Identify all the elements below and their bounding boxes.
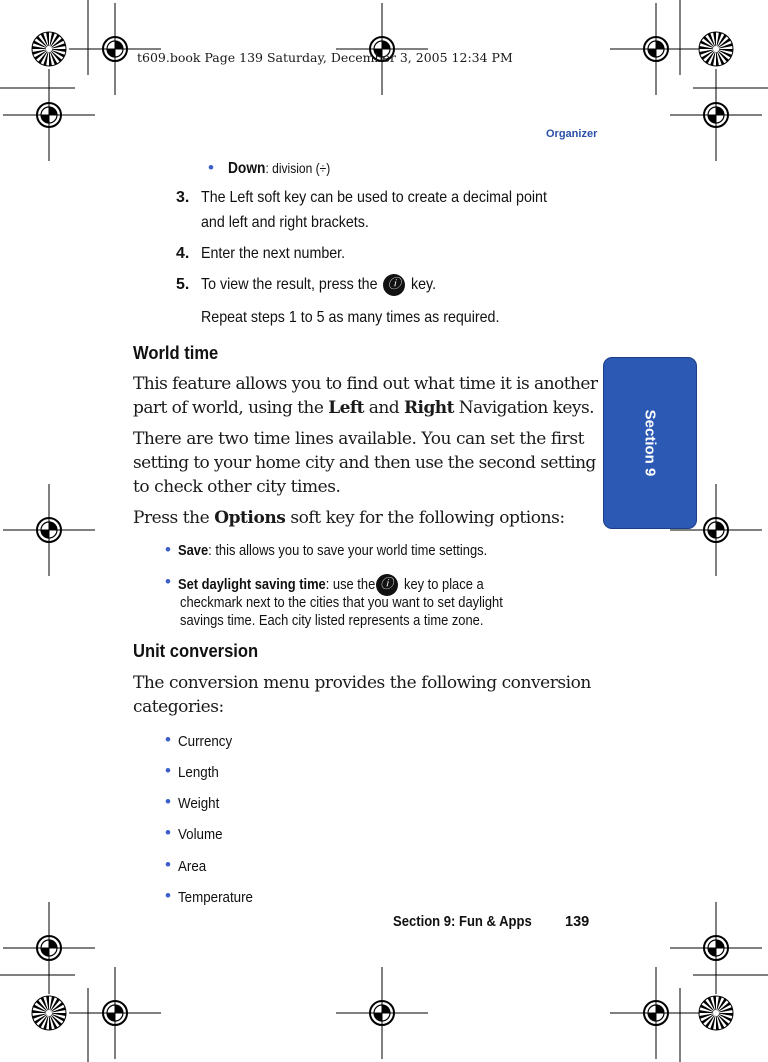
p3-a: Press the [133,508,215,528]
step-3-line-2: and left and right brackets. [201,214,369,231]
unit-conversion-intro-line1: The conversion menu provides the following conversion [133,673,591,693]
p1-line2-b: Navigation keys. [453,398,594,418]
list-item: Temperature [178,889,253,906]
list-item: Volume [178,826,223,843]
world-time-p2-line2: setting to your home city and then use the second setting [133,453,596,473]
footer-page-number: 139 [565,914,590,930]
ok-key-icon: ⓘ [383,274,405,296]
step-5-after: key. [411,276,437,294]
daylight-bullet-line1 [178,574,493,596]
bullet-icon: • [165,792,171,811]
repeat-text: Repeat steps 1 to 5 as many times as required. [201,309,500,326]
unit-conversion-heading: Unit conversion [133,641,259,661]
step-3-line-1: The Left soft key can be used to create a decimal point [201,189,547,206]
bullet-icon: • [165,823,171,842]
section-tab [603,357,697,529]
p1-line2-and: and [363,398,404,418]
registration-mark-icon [610,967,702,1059]
registration-mark-icon [670,902,762,994]
daylight-line2: checkmark next to the cities that you want to set daylight [180,595,503,611]
p3-b: soft key for the following options: [285,508,565,528]
save-bold: Save [178,543,209,559]
daylight-line3: savings time. Each city listed represents a time zone. [180,613,484,629]
world-time-p1-line1: This feature allows you to find out what time it is another [133,374,598,394]
chapter-label: Organizer [546,128,598,140]
unit-conversion-intro-line2: categories: [133,697,224,717]
bullet-icon: • [165,761,171,780]
down-bullet [228,160,330,178]
starburst-mark-icon [32,996,66,1030]
registration-mark-icon [69,3,161,95]
world-time-p2-line3: to check other city times. [133,477,341,497]
starburst-mark-icon [32,32,66,66]
down-bullet-bold: Down [228,160,266,177]
p1-line2-left: Left [328,398,364,418]
registration-mark-icon [69,967,161,1059]
world-time-p1-line2 [133,398,594,418]
starburst-mark-icon [699,32,733,66]
registration-mark-icon [3,484,95,576]
save-rest: : this allows you to save your world time settings. [208,543,488,559]
registration-mark-icon [610,3,702,95]
list-item: Length [178,764,219,781]
save-bullet [178,543,487,559]
step-5-number: 5. [176,276,190,293]
bullet-icon: • [165,540,171,559]
step-5-before: To view the result, press the [201,276,378,294]
registration-mark-icon [3,69,95,161]
step-4-text: Enter the next number. [201,245,346,262]
footer-section-label: Section 9: Fun & Apps [393,914,532,930]
bullet-icon: • [165,572,171,591]
down-bullet-text: : division (÷) [265,160,331,176]
world-time-p3 [133,508,565,528]
registration-mark-icon [670,69,762,161]
bullet-icon: • [165,886,171,905]
p1-line2-a: part of world, using the [133,398,329,418]
starburst-mark-icon [699,996,733,1030]
ok-key-icon: ⓘ [376,574,398,596]
bullet-icon: • [208,158,214,177]
list-item: Currency [178,733,233,750]
step-4-number: 4. [176,245,190,262]
world-time-heading: World time [133,343,219,363]
section-tab-label: Section 9 [641,409,659,477]
bullet-icon: • [165,730,171,749]
registration-mark-icon [3,902,95,994]
world-time-p2-line1: There are two time lines available. You can set the first [133,429,584,449]
registration-mark-icon [336,3,428,95]
daylight-bold: Set daylight saving time [178,576,326,593]
step-5-text [201,274,439,296]
list-item: Area [178,858,207,875]
registration-mark-icon [336,967,428,1059]
step-3-number: 3. [176,189,190,206]
p1-line2-right: Right [403,398,454,418]
book-stamp: t609.book Page 139 Saturday, December 3, 2005 12:34 PM [137,50,513,65]
p3-options: Options [214,508,286,528]
daylight-rest-a: : use the [325,576,376,593]
bullet-icon: • [165,855,171,874]
list-item: Weight [178,795,220,812]
daylight-rest-b: key to place a [403,576,484,593]
